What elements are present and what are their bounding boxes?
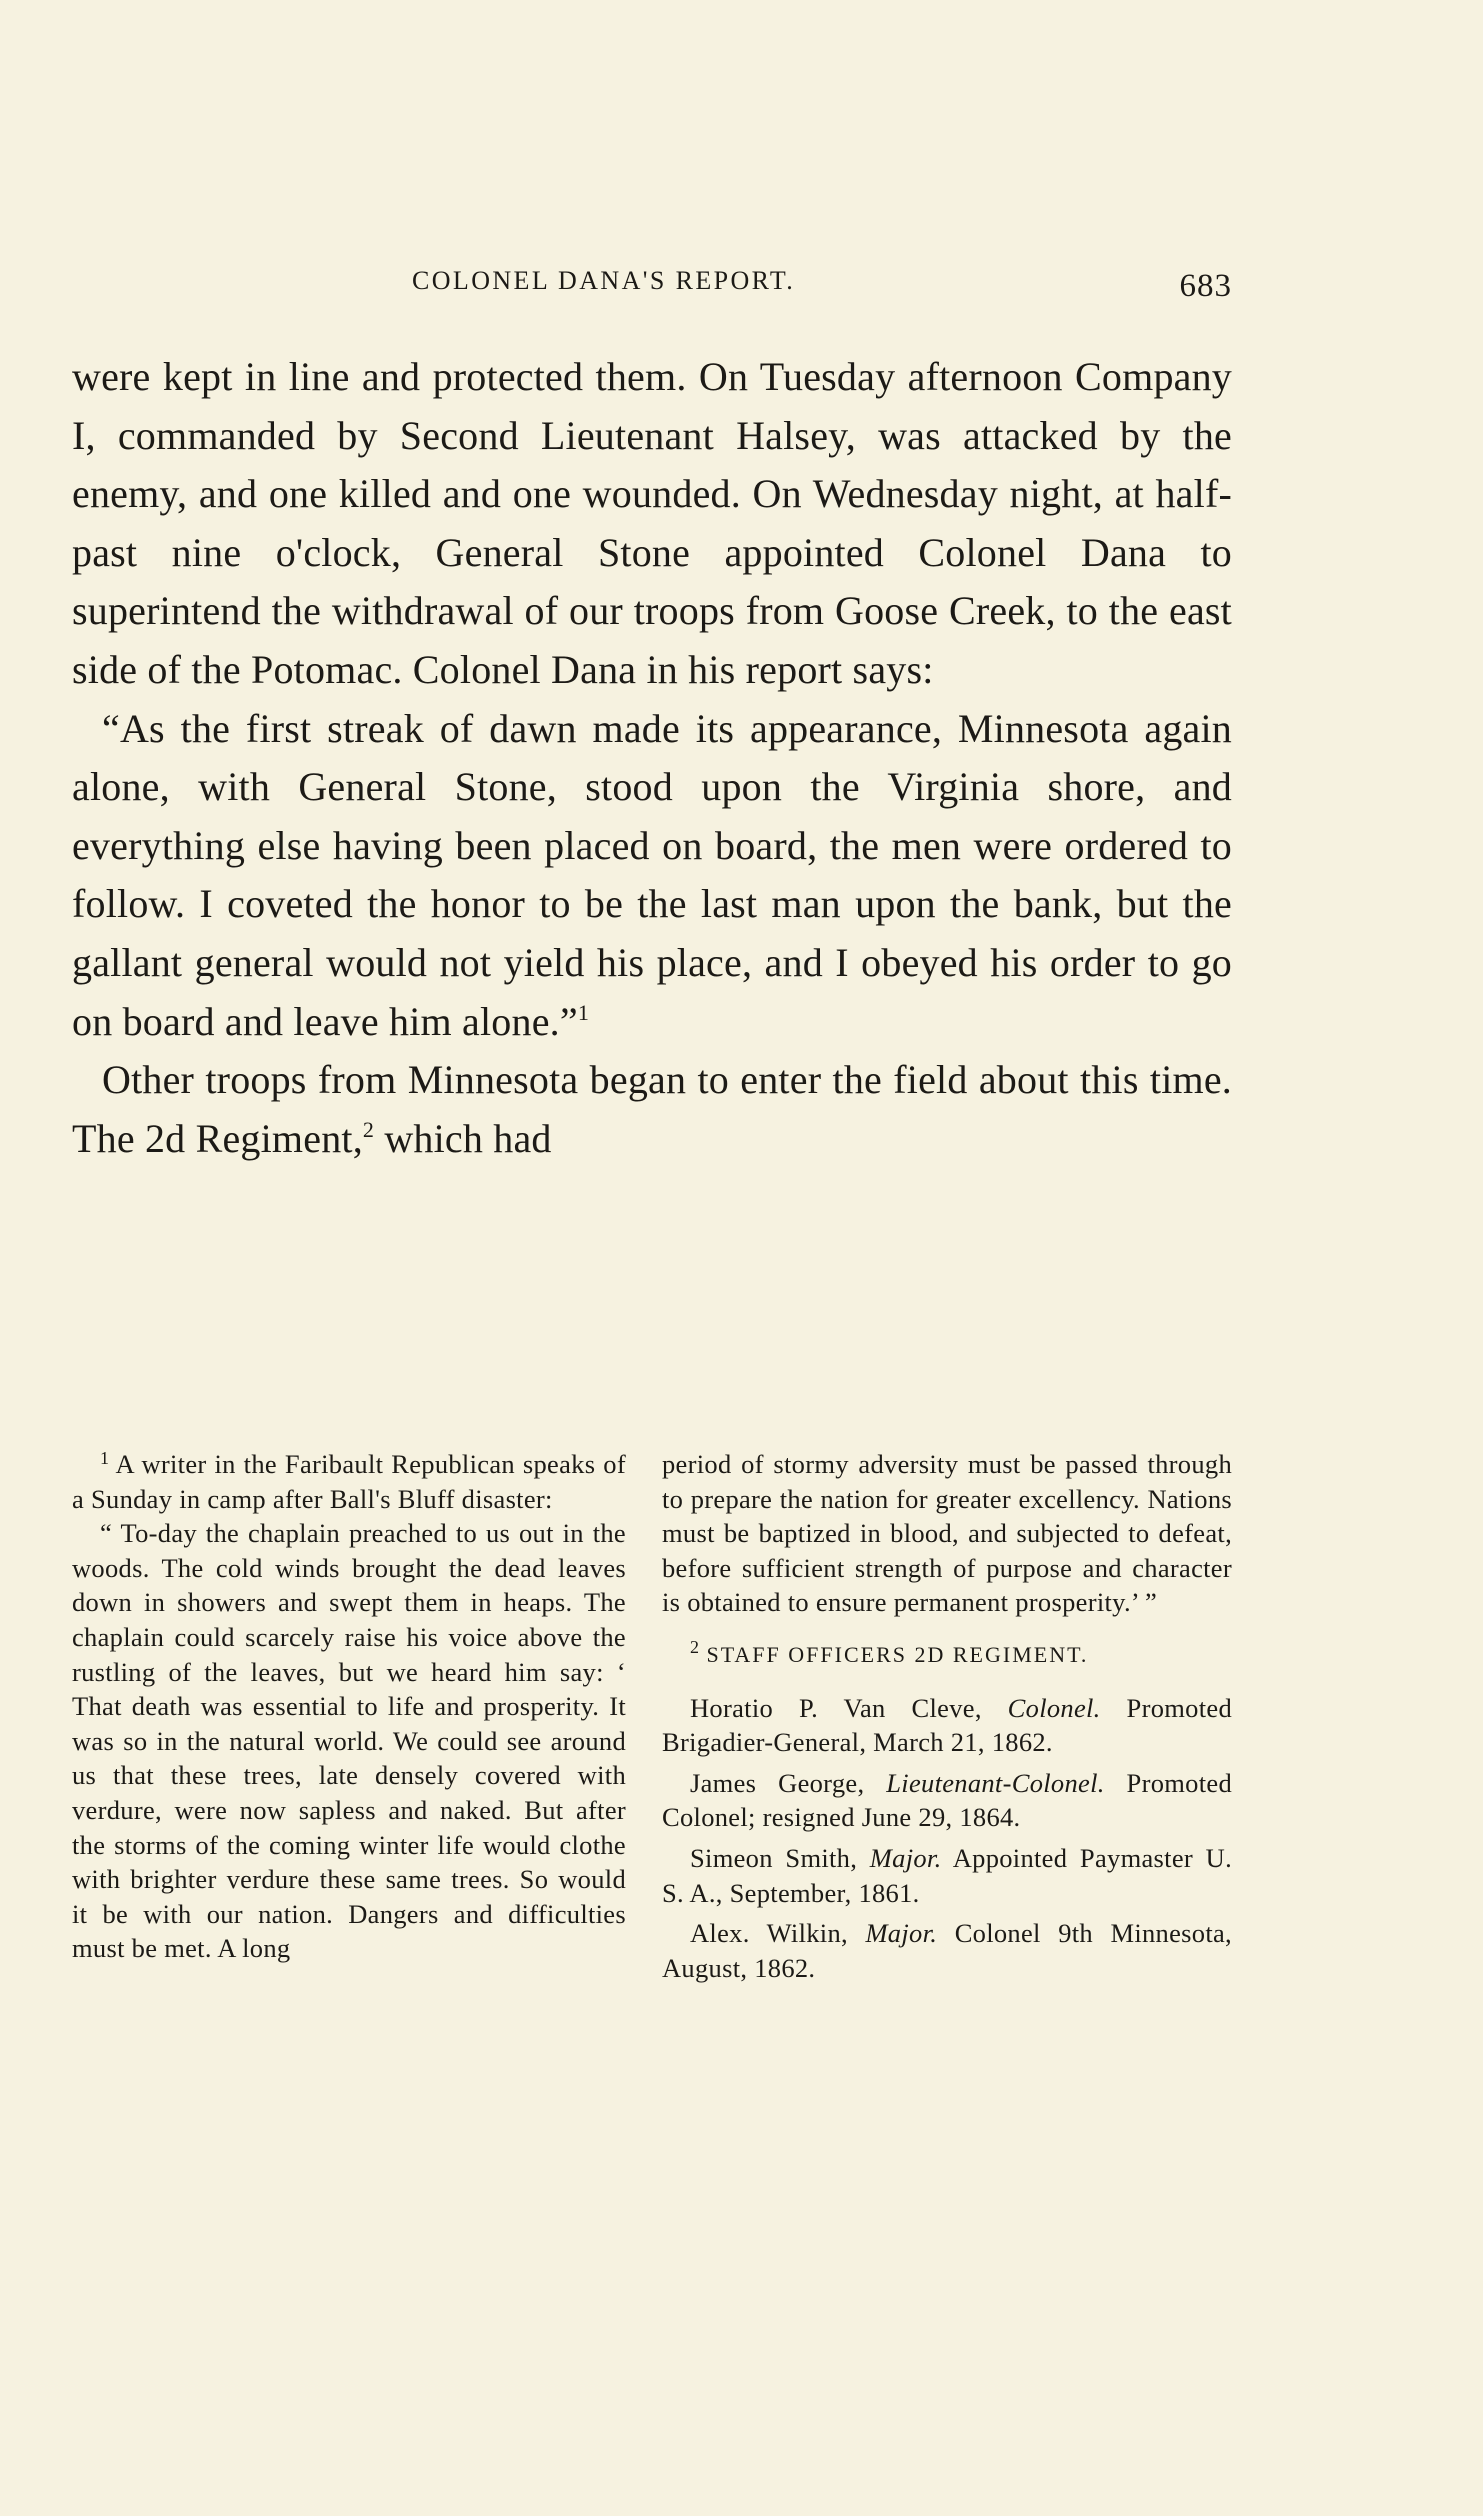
body-paragraph-3 xyxy=(72,1051,1232,1168)
body-paragraph-2 xyxy=(72,700,1232,1052)
footnote-1-marker: 1 xyxy=(100,1448,109,1468)
officer-name: Simeon Smith, xyxy=(690,1842,870,1873)
footnote-column-left xyxy=(72,1447,626,1966)
officer-entry xyxy=(662,1841,1232,1910)
footnote-ref-1: 1 xyxy=(577,999,590,1025)
officer-rank: Major. xyxy=(865,1918,938,1949)
main-text xyxy=(72,348,1232,1168)
officer-note: Colonel 9th Minnesota, August, 1862. xyxy=(662,1918,1232,1983)
footnote-2-marker: 2 xyxy=(690,1636,699,1657)
footnote-1-quote-continued: period of stormy adversity must be passed through to prepare the nation for greater excellency. Nations must be baptized in blood, and subjected to defeat, before sufficient strength of purpose and character is obtained to ensure permanent prosperity.’ ” xyxy=(662,1449,1232,1618)
running-head xyxy=(72,258,1232,308)
officer-name: Horatio P. Van Cleve, xyxy=(690,1692,1008,1723)
footnote-column-right xyxy=(662,1447,1232,1991)
officer-note: Appointed Paymaster U. S. A., September, 1861. xyxy=(662,1842,1232,1908)
footnotes xyxy=(72,1447,1232,2307)
officer-rank: Major. xyxy=(869,1842,942,1873)
body-paragraph-3-text-b: which had xyxy=(374,1115,552,1161)
footnote-1-intro-text: A writer in the Faribault Republican speaks of a Sunday in camp after Ball's Bluff disaster: xyxy=(72,1449,626,1514)
officer-entry xyxy=(662,1766,1232,1835)
footnote-ref-2: 2 xyxy=(362,1116,375,1142)
officer-entry xyxy=(662,1691,1232,1760)
officer-text xyxy=(662,1916,1232,1985)
officer-name: James George, xyxy=(690,1767,887,1798)
footnote-2-heading-text: STAFF OFFICERS 2D REGIMENT. xyxy=(699,1641,1089,1667)
footnote-2-heading xyxy=(662,1638,1232,1673)
footnote-1-quote: “ To-day the chaplain preached to us out in the woods. The cold winds brought the dead leaves down in showers and swept them in heaps. The chaplain could scarcely raise his voice above the rustling of the leaves, but we heard him say: ‘ That death was essential to life and prosperity. It was so in the natural world. We could see around us that these trees, late densely covered with verdure, were now sapless and naked. But after the storms of the coming winter life would clothe with brighter verdure these same trees. So would it be with our nation. Dangers and difficulties must be met. A long xyxy=(72,1518,626,1964)
officer-note: Promoted Brigadier-General, March 21, 1862. xyxy=(662,1692,1232,1758)
body-paragraph-1: were kept in line and protected them. On Tuesday afternoon Company I, commanded by Second Lieutenant Halsey, was attacked by the enemy, and one killed and one wounded. On Wednesday night, at half-past nine o'clock, General Stone appointed Colonel Dana to superintend the withdrawal of our troops from Goose Creek, to the east side of the Potomac. Colonel Dana in his report says: xyxy=(72,354,1232,692)
body-paragraph-3-text-a: Other troops from Minnesota began to enter the field about this time. The 2d Regiment, xyxy=(72,1057,1232,1161)
running-title: COLONEL DANA'S REPORT. xyxy=(412,266,796,295)
officer-note: Promoted Colonel; resigned June 29, 1864. xyxy=(662,1767,1232,1833)
page-number: 683 xyxy=(1179,268,1232,304)
officer-entry xyxy=(662,1916,1232,1985)
officer-rank: Colonel. xyxy=(1007,1692,1101,1723)
officer-text xyxy=(662,1691,1232,1760)
officer-text xyxy=(662,1766,1232,1835)
officer-name: Alex. Wilkin, xyxy=(690,1918,866,1949)
officer-text xyxy=(662,1841,1232,1910)
dana-quote: “As the first streak of dawn made its appearance, Minnesota again alone, with General Stone, stood upon the Virginia shore, and everything else having been placed on board, the men were ordered to follow. I coveted the honor to be the last man upon the bank, but the gallant general would not yield his place, and I obeyed his order to go on board and leave him alone.” xyxy=(72,705,1232,1044)
footnote-1-intro xyxy=(72,1447,626,1516)
officer-rank: Lieutenant-Colonel. xyxy=(886,1767,1105,1798)
